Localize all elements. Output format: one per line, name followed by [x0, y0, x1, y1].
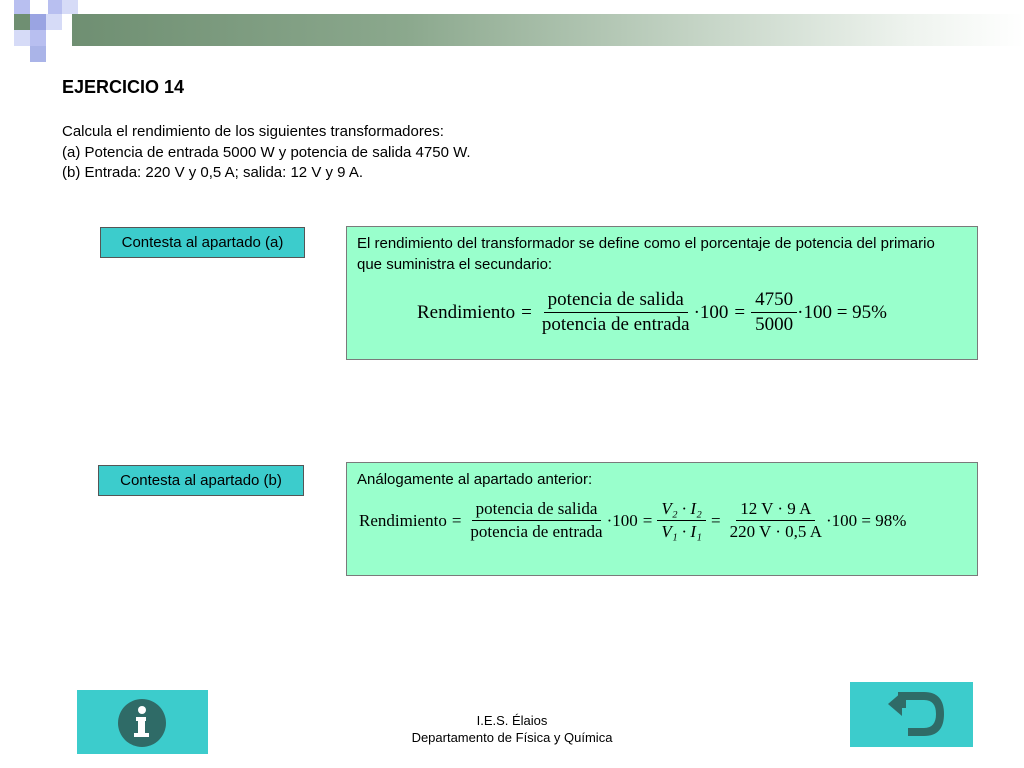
fraction-values: $\frac{12 V \cdot 9 A}{220 V \cdot 0,5 A}$	[729, 499, 822, 541]
answer-part-a-button[interactable]: Contesta al apartado (a)	[100, 227, 305, 258]
fraction-power: $\frac{\text{potencia de salida}}{\text{potencia de entrada}}$	[541, 289, 690, 335]
answer-part-b-explanation: Análogamente al apartado anterior:	[357, 471, 593, 488]
statement-line: (a) Potencia de entrada 5000 W y potencia de salida 4750 W.	[62, 143, 471, 161]
return-button[interactable]	[850, 682, 973, 747]
answer-part-b-button[interactable]: Contesta al apartado (b)	[98, 465, 304, 496]
footer-school: I.E.S. Élaios	[476, 713, 548, 728]
formula-result: ·100 = 98%	[825, 510, 907, 530]
top-banner-bar	[72, 14, 1024, 46]
info-button[interactable]	[77, 690, 208, 754]
formula-factor: ·100	[606, 510, 638, 530]
answer-part-a-box	[346, 226, 978, 360]
statement-line: Calcula el rendimiento de los siguientes transformadores:	[62, 123, 444, 140]
fraction-symbols: $\frac{\text{V₂ · I₂}}{\text{V₁ · I₁}}$	[657, 499, 706, 542]
return-arrow-icon	[850, 682, 973, 747]
footer	[300, 712, 724, 746]
corner-decoration	[0, 0, 80, 62]
exercise-statement	[62, 122, 471, 184]
exercise-title: EJERCICIO 14	[62, 77, 185, 97]
formula-part-b: Rendimiento = $\frac{\text{potencia de salida}}{\text{potencia de entrada}}$ ·100 = $\frac{\text{V₂ · I₂}}{\text{V₁ · I₁}}$ = $\frac{12 V \cdot 9 A}{220 V \cdot 0,5 A}$ ·100 = 98%	[359, 499, 907, 541]
formula-result: ·100 = 95%	[797, 301, 887, 323]
statement-line: (b) Entrada: 220 V y 0,5 A; salida: 12 V y 9 A.	[62, 164, 364, 181]
fraction-values: $\frac{4750}{5000}$	[751, 289, 797, 336]
formula-part-a: Rendimiento = $\frac{\text{potencia de salida}}{\text{potencia de entrada}}$ ·100 = $\frac{4750}{5000}$ ·100 = 95%	[417, 289, 887, 335]
footer-department: Departamento de Física y Química	[411, 730, 613, 745]
answer-part-b-box	[346, 462, 978, 576]
formula-factor: ·100	[693, 301, 729, 323]
formula-lhs: Rendimiento	[417, 301, 516, 323]
fraction-power: $\frac{\text{potencia de salida}}{\text{potencia de entrada}}$	[470, 499, 603, 541]
formula-lhs: Rendimiento	[359, 510, 447, 530]
info-icon	[77, 690, 208, 754]
answer-part-a-explanation: El rendimiento del transformador se define como el porcentaje de potencia del primario que suministra el secundario:	[357, 235, 935, 273]
